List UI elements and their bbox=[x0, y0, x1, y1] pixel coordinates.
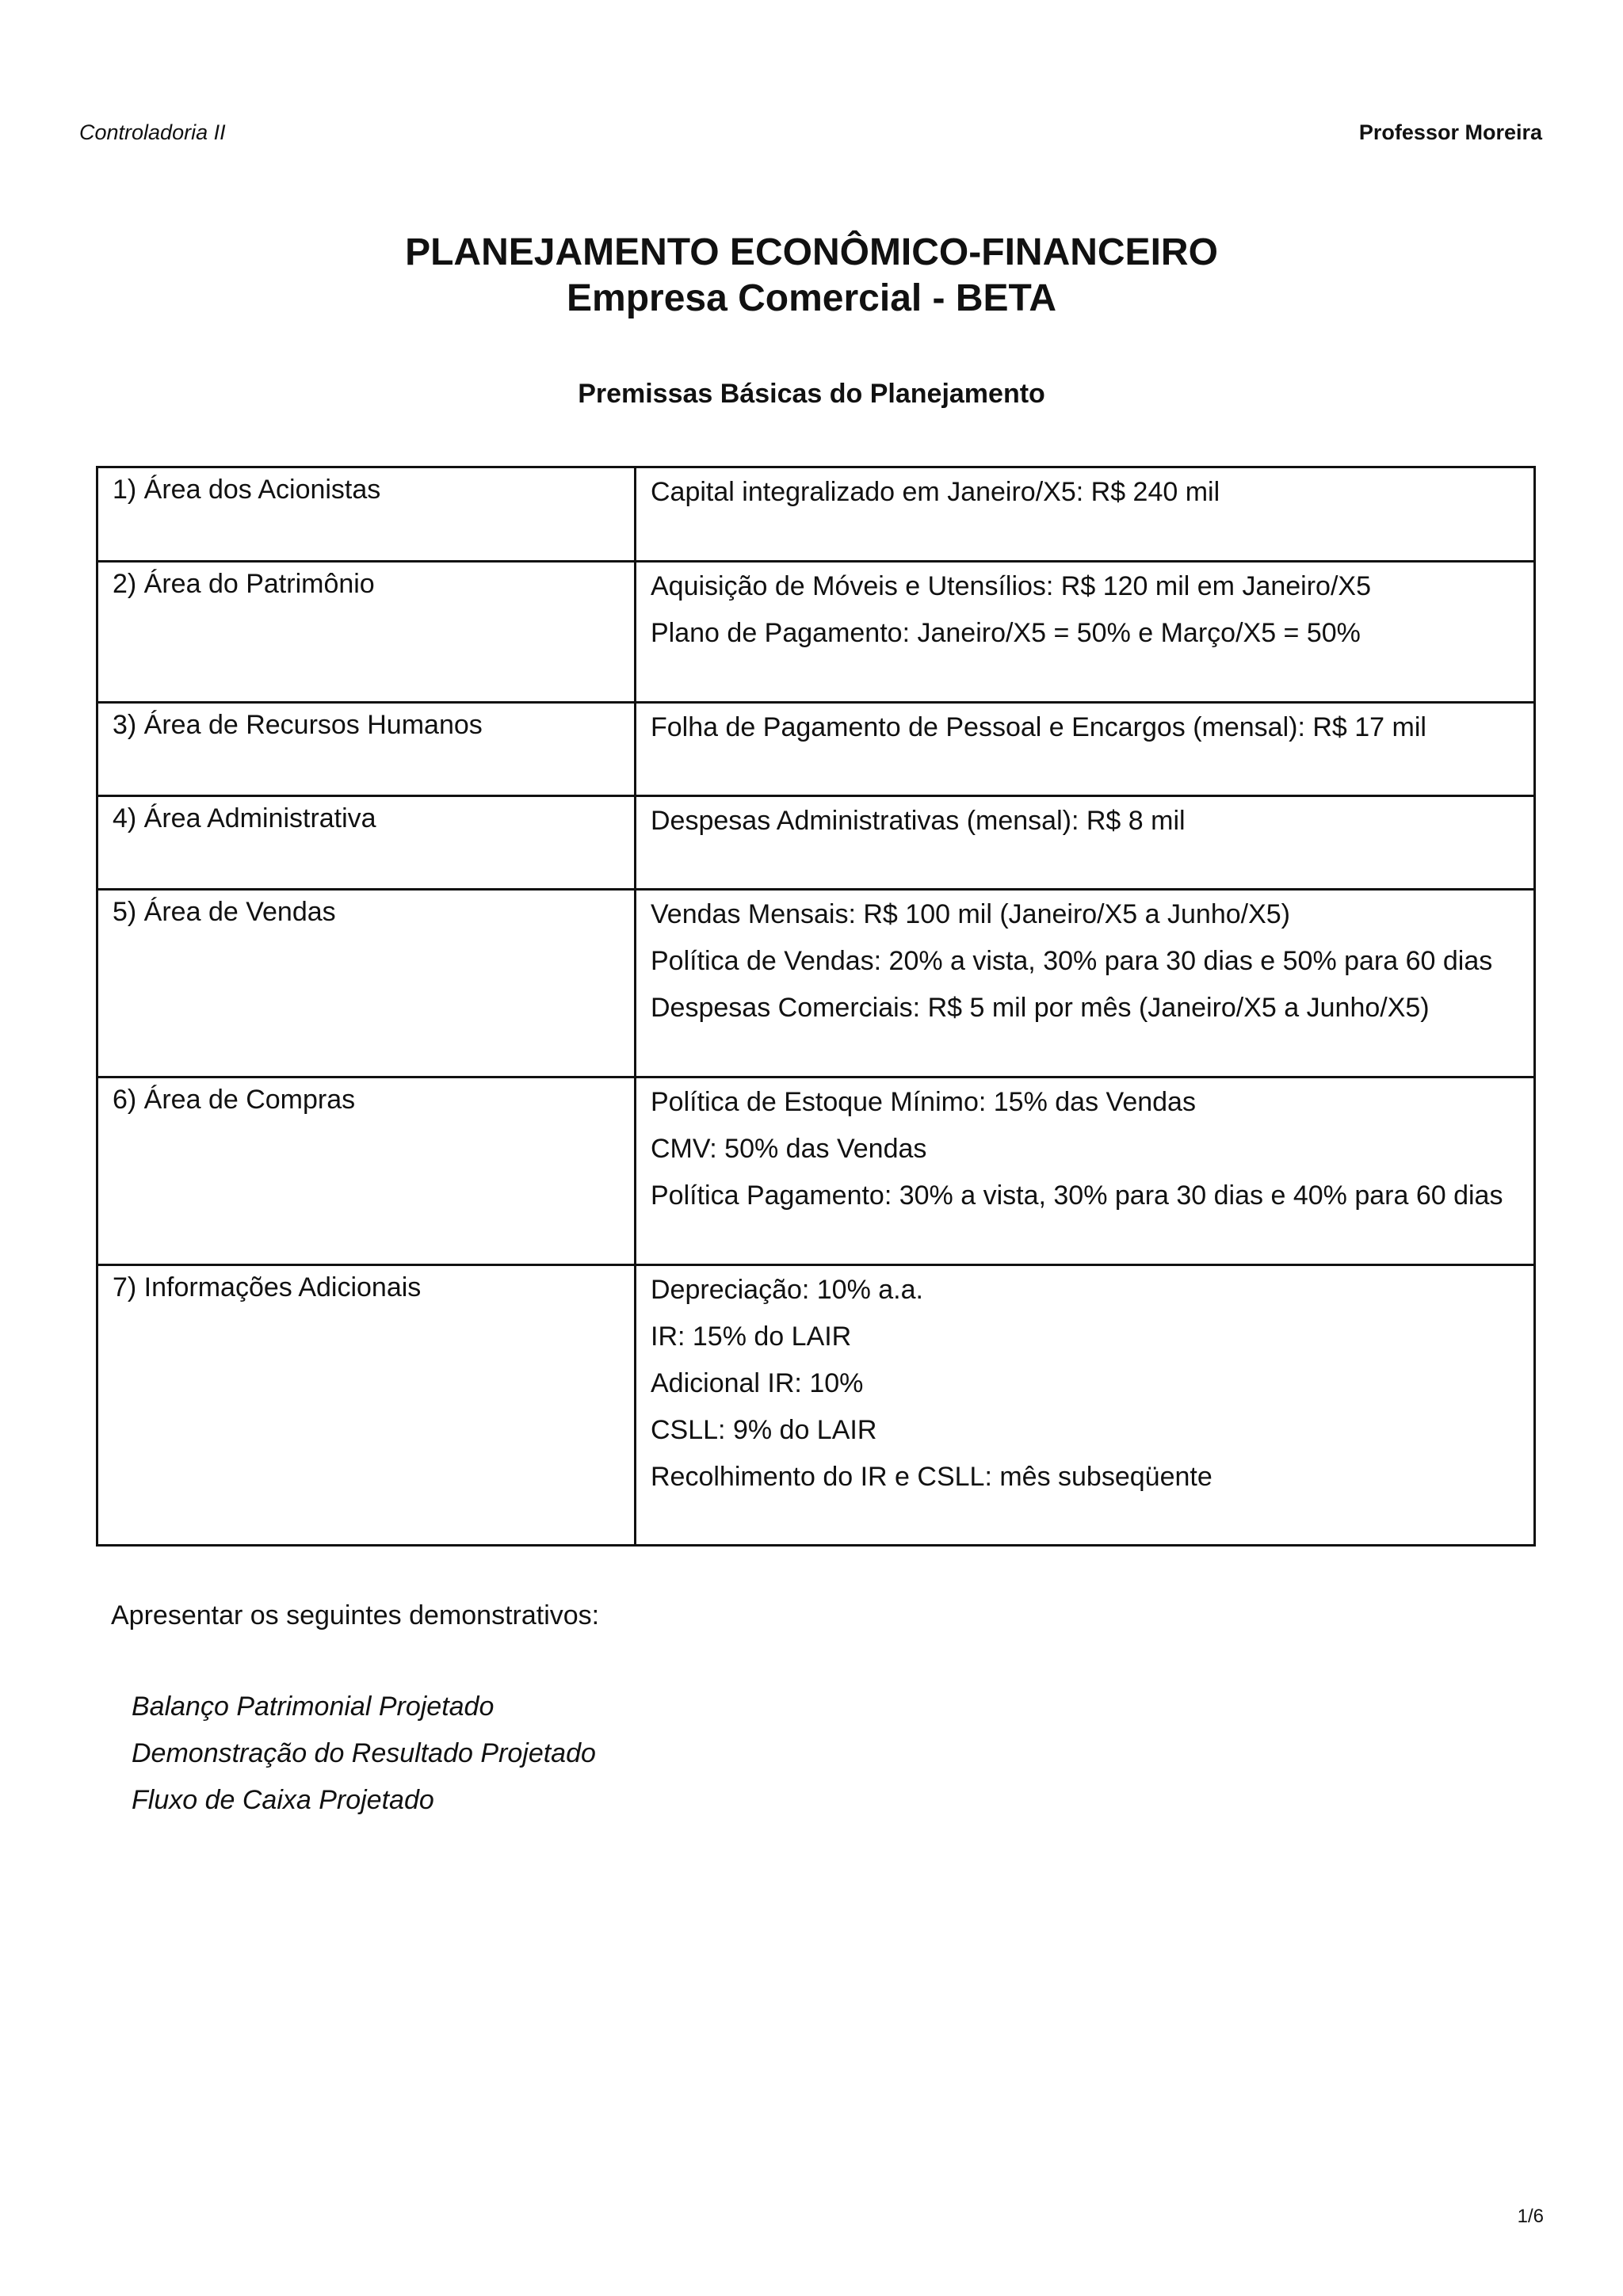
table-row bbox=[97, 796, 1535, 890]
row-area: 7) Informações Adicionais bbox=[97, 1265, 636, 1546]
section-subtitle: Premissas Básicas do Planejamento bbox=[578, 379, 1045, 409]
report-item: Demonstração do Resultado Projetado bbox=[132, 1738, 596, 1768]
header-course: Controladoria II bbox=[79, 120, 226, 144]
detail-line: CMV: 50% das Vendas bbox=[651, 1134, 927, 1164]
detail-line: Capital integralizado em Janeiro/X5: R$ 240 mil bbox=[651, 477, 1220, 507]
row-details bbox=[636, 796, 1535, 890]
table-row bbox=[97, 1265, 1535, 1546]
detail-line: Despesas Administrativas (mensal): R$ 8 mil bbox=[651, 806, 1186, 836]
row-details bbox=[636, 467, 1535, 562]
row-details bbox=[636, 562, 1535, 703]
table-row bbox=[97, 890, 1535, 1077]
document-title bbox=[0, 230, 1623, 322]
title-line-2: Empresa Comercial - BETA bbox=[567, 277, 1056, 319]
detail-line: Despesas Comerciais: R$ 5 mil por mês (Janeiro/X5 a Junho/X5) bbox=[651, 993, 1430, 1023]
table-row bbox=[97, 703, 1535, 796]
row-area: 3) Área de Recursos Humanos bbox=[97, 703, 636, 796]
premissas-table bbox=[96, 466, 1536, 1547]
detail-line: Folha de Pagamento de Pessoal e Encargos (mensal): R$ 17 mil bbox=[651, 712, 1426, 742]
report-item: Balanço Patrimonial Projetado bbox=[132, 1691, 495, 1722]
title-line-1: PLANEJAMENTO ECONÔMICO-FINANCEIRO bbox=[405, 231, 1218, 273]
detail-line: Política Pagamento: 30% a vista, 30% para 30 dias e 40% para 60 dias bbox=[651, 1180, 1503, 1211]
detail-line: Recolhimento do IR e CSLL: mês subseqüente bbox=[651, 1462, 1212, 1492]
row-area: 4) Área Administrativa bbox=[97, 796, 636, 890]
detail-line: Aquisição de Móveis e Utensílios: R$ 120 mil em Janeiro/X5 bbox=[651, 571, 1371, 601]
detail-line: CSLL: 9% do LAIR bbox=[651, 1415, 877, 1445]
report-item: Fluxo de Caixa Projetado bbox=[132, 1785, 434, 1815]
row-area: 5) Área de Vendas bbox=[97, 890, 636, 1077]
detail-line: Depreciação: 10% a.a. bbox=[651, 1275, 923, 1305]
table-row bbox=[97, 562, 1535, 703]
instructions-text: Apresentar os seguintes demonstrativos: bbox=[111, 1600, 600, 1630]
page-number: 1/6 bbox=[1517, 2206, 1544, 2227]
header-professor: Professor Moreira bbox=[1358, 120, 1542, 144]
detail-line: Política de Estoque Mínimo: 15% das Vendas bbox=[651, 1087, 1196, 1117]
row-area: 6) Área de Compras bbox=[97, 1077, 636, 1265]
detail-line: Adicional IR: 10% bbox=[651, 1368, 864, 1398]
row-details bbox=[636, 703, 1535, 796]
detail-line: Política de Vendas: 20% a vista, 30% para 30 dias e 50% para 60 dias bbox=[651, 946, 1493, 976]
row-details bbox=[636, 1265, 1535, 1546]
detail-line: Vendas Mensais: R$ 100 mil (Janeiro/X5 a Junho/X5) bbox=[651, 899, 1291, 929]
detail-line: Plano de Pagamento: Janeiro/X5 = 50% e Março/X5 = 50% bbox=[651, 618, 1361, 648]
reports-list bbox=[132, 1689, 596, 1829]
row-details bbox=[636, 1077, 1535, 1265]
row-area: 2) Área do Patrimônio bbox=[97, 562, 636, 703]
detail-line: IR: 15% do LAIR bbox=[651, 1322, 852, 1352]
table-row bbox=[97, 467, 1535, 562]
row-area: 1) Área dos Acionistas bbox=[97, 467, 636, 562]
table-row bbox=[97, 1077, 1535, 1265]
row-details bbox=[636, 890, 1535, 1077]
